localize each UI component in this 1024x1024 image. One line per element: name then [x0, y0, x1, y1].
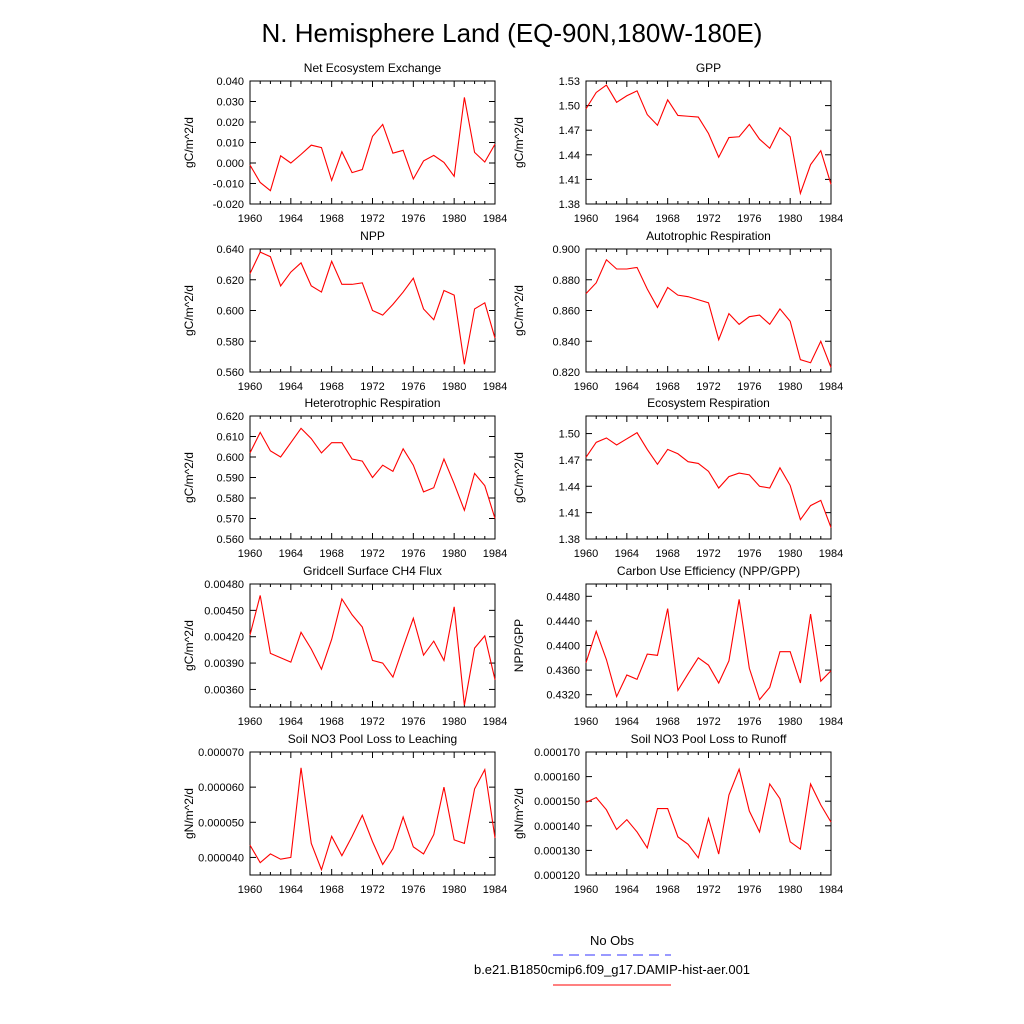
- x-tick-label: 1960: [573, 884, 599, 896]
- panel-title: NPP: [360, 229, 385, 243]
- y-tick-label: 0.00390: [204, 658, 244, 671]
- y-tick-label: 1.44: [558, 149, 580, 162]
- y-tick-label: 0.600: [216, 305, 244, 318]
- x-tick-label: 1984: [482, 716, 508, 728]
- x-tick-label: 1980: [441, 381, 467, 393]
- x-tick-label: 1976: [737, 548, 762, 560]
- y-tick-label: 1.53: [558, 76, 580, 88]
- panel-title: Autotrophic Respiration: [646, 229, 771, 243]
- y-axis-label: gC/m^2/d: [512, 117, 526, 168]
- chart-panel: [182, 61, 507, 225]
- y-tick-label: 0.4360: [546, 665, 580, 678]
- figure-title: N. Hemisphere Land (EQ-90N,180W-180E): [261, 18, 763, 48]
- y-tick-label: 0.610: [216, 431, 244, 444]
- y-axis-label: gN/m^2/d: [182, 788, 196, 839]
- x-tick-label: 1972: [360, 716, 385, 728]
- y-tick-label: 0.000120: [534, 870, 580, 882]
- x-tick-label: 1960: [573, 716, 599, 728]
- x-tick-label: 1976: [401, 716, 426, 728]
- x-tick-label: 1964: [614, 884, 640, 896]
- y-axis-label: gN/m^2/d: [512, 788, 526, 839]
- x-tick-label: 1968: [655, 213, 680, 225]
- y-tick-label: 0.580: [216, 336, 244, 349]
- y-axis-label: gC/m^2/d: [182, 285, 196, 336]
- y-tick-label: 0.000130: [534, 845, 580, 858]
- x-tick-label: 1984: [482, 381, 508, 393]
- y-tick-label: 0.840: [552, 336, 580, 349]
- x-tick-label: 1968: [319, 884, 344, 896]
- x-tick-label: 1968: [655, 716, 680, 728]
- y-tick-label: 0.030: [216, 96, 244, 109]
- x-tick-label: 1980: [441, 548, 467, 560]
- y-tick-label: 0.00450: [204, 605, 244, 618]
- plot-frame: [586, 81, 831, 204]
- x-tick-label: 1968: [319, 381, 344, 393]
- panel-title: Heterotrophic Respiration: [304, 396, 441, 410]
- y-tick-label: 0.860: [552, 305, 580, 318]
- plot-frame: [586, 752, 831, 875]
- chart-panel: [512, 564, 843, 728]
- x-tick-label: 1980: [777, 716, 803, 728]
- series-line: [586, 433, 831, 528]
- y-tick-label: 0.620: [216, 411, 244, 423]
- plot-frame: [250, 752, 495, 875]
- panel-title: Net Ecosystem Exchange: [303, 61, 442, 75]
- chart-panel: [512, 396, 843, 560]
- x-tick-label: 1972: [360, 884, 385, 896]
- x-tick-label: 1980: [777, 548, 803, 560]
- chart-panel: [512, 61, 843, 225]
- series-line: [586, 85, 831, 193]
- y-tick-label: 0.880: [552, 274, 580, 287]
- y-tick-label: 1.38: [558, 534, 580, 546]
- x-tick-label: 1972: [696, 884, 721, 896]
- y-tick-label: 1.50: [558, 428, 580, 441]
- x-tick-label: 1980: [777, 381, 803, 393]
- x-tick-label: 1976: [401, 884, 426, 896]
- x-tick-label: 1964: [614, 381, 640, 393]
- x-tick-label: 1964: [278, 381, 304, 393]
- y-tick-label: 0.000150: [534, 796, 580, 809]
- chart-panel: [182, 732, 507, 896]
- chart-panel: [512, 229, 843, 393]
- y-tick-label: 0.000140: [534, 820, 580, 833]
- y-tick-label: 1.41: [558, 174, 580, 187]
- chart-panel: [182, 396, 507, 560]
- y-tick-label: 0.590: [216, 472, 244, 485]
- y-tick-label: 0.000070: [198, 747, 244, 759]
- x-tick-label: 1976: [401, 548, 426, 560]
- panel-grid: [182, 61, 843, 896]
- panel-title: Soil NO3 Pool Loss to Runoff: [630, 732, 787, 746]
- y-tick-label: 0.4440: [546, 615, 580, 628]
- y-tick-label: 0.570: [216, 513, 244, 526]
- x-tick-label: 1972: [360, 213, 385, 225]
- y-tick-label: 0.000160: [534, 771, 580, 784]
- x-tick-label: 1984: [482, 884, 508, 896]
- y-tick-label: 0.4320: [546, 689, 580, 702]
- y-tick-label: 0.040: [216, 76, 244, 88]
- y-tick-label: 0.560: [216, 367, 244, 379]
- y-tick-label: 0.000: [216, 158, 244, 170]
- panel-title: GPP: [695, 61, 722, 75]
- x-tick-label: 1960: [237, 548, 263, 560]
- y-tick-label: 0.900: [552, 244, 580, 256]
- legend: [474, 933, 750, 985]
- y-axis-label: gC/m^2/d: [182, 620, 196, 671]
- y-axis-label: gC/m^2/d: [512, 285, 526, 336]
- x-tick-label: 1984: [482, 548, 508, 560]
- panel-title: Ecosystem Respiration: [647, 396, 770, 410]
- y-tick-label: 0.580: [216, 493, 244, 505]
- x-tick-label: 1976: [737, 381, 762, 393]
- y-tick-label: 1.47: [558, 125, 580, 138]
- x-tick-label: 1980: [777, 884, 803, 896]
- series-line: [586, 769, 831, 858]
- y-tick-label: 0.820: [552, 367, 580, 379]
- series-line: [250, 252, 495, 364]
- legend-obs-label: No Obs: [589, 933, 635, 948]
- y-tick-label: 0.000050: [198, 817, 244, 830]
- plot-frame: [586, 416, 831, 539]
- y-tick-label: 0.4400: [546, 640, 580, 653]
- panel-title: Soil NO3 Pool Loss to Leaching: [287, 732, 458, 746]
- y-tick-label: 0.020: [216, 117, 244, 129]
- x-tick-label: 1976: [401, 381, 426, 393]
- x-tick-label: 1964: [278, 884, 304, 896]
- x-tick-label: 1960: [573, 213, 599, 225]
- y-tick-label: 0.560: [216, 534, 244, 546]
- x-tick-label: 1980: [441, 716, 467, 728]
- y-tick-label: 0.4480: [546, 591, 580, 604]
- x-tick-label: 1976: [737, 213, 762, 225]
- series-line: [250, 97, 495, 190]
- x-tick-label: 1968: [655, 548, 680, 560]
- chart-panel: [182, 229, 507, 393]
- y-tick-label: 0.000040: [198, 852, 244, 865]
- y-tick-label: 1.50: [558, 100, 580, 113]
- x-tick-label: 1980: [441, 213, 467, 225]
- x-tick-label: 1968: [319, 548, 344, 560]
- x-tick-label: 1964: [614, 548, 640, 560]
- y-axis-label: gC/m^2/d: [182, 117, 196, 168]
- y-tick-label: 1.44: [558, 481, 580, 494]
- y-tick-label: 0.00360: [204, 684, 244, 697]
- plot-frame: [586, 584, 831, 707]
- y-tick-label: 1.41: [558, 507, 580, 520]
- x-tick-label: 1972: [360, 548, 385, 560]
- y-axis-label: NPP/GPP: [512, 618, 526, 673]
- x-tick-label: 1972: [696, 548, 721, 560]
- x-tick-label: 1984: [482, 213, 508, 225]
- y-axis-label: gC/m^2/d: [182, 452, 196, 503]
- x-tick-label: 1984: [818, 213, 844, 225]
- x-tick-label: 1976: [401, 213, 426, 225]
- series-line: [250, 595, 495, 705]
- x-tick-label: 1964: [278, 213, 304, 225]
- y-tick-label: -0.010: [212, 178, 244, 191]
- y-tick-label: 0.000060: [198, 782, 244, 795]
- x-tick-label: 1964: [278, 716, 304, 728]
- x-tick-label: 1968: [319, 716, 344, 728]
- x-tick-label: 1968: [655, 884, 680, 896]
- x-tick-label: 1984: [818, 884, 844, 896]
- y-tick-label: 1.38: [558, 199, 580, 211]
- x-tick-label: 1972: [696, 716, 721, 728]
- x-tick-label: 1984: [818, 716, 844, 728]
- x-tick-label: 1976: [737, 884, 762, 896]
- x-tick-label: 1960: [573, 548, 599, 560]
- y-axis-label: gC/m^2/d: [512, 452, 526, 503]
- y-tick-label: 0.00420: [204, 631, 244, 644]
- y-tick-label: -0.020: [212, 199, 244, 211]
- x-tick-label: 1984: [818, 381, 844, 393]
- y-tick-label: 0.600: [216, 452, 244, 464]
- x-tick-label: 1964: [614, 716, 640, 728]
- x-tick-label: 1960: [237, 716, 263, 728]
- panel-title: Carbon Use Efficiency (NPP/GPP): [616, 564, 801, 578]
- y-tick-label: 0.010: [216, 137, 244, 150]
- x-tick-label: 1984: [818, 548, 844, 560]
- x-tick-label: 1968: [655, 381, 680, 393]
- y-tick-label: 0.620: [216, 274, 244, 287]
- x-tick-label: 1960: [237, 213, 263, 225]
- x-tick-label: 1960: [237, 381, 263, 393]
- chart-panel: [182, 564, 507, 728]
- y-tick-label: 1.47: [558, 454, 580, 467]
- x-tick-label: 1972: [696, 381, 721, 393]
- plot-frame: [586, 249, 831, 372]
- y-tick-label: 0.640: [216, 244, 244, 256]
- series-line: [586, 599, 831, 699]
- y-tick-label: 0.00480: [204, 579, 244, 591]
- series-line: [250, 768, 495, 870]
- x-tick-label: 1980: [777, 213, 803, 225]
- series-line: [250, 428, 495, 518]
- panel-title: Gridcell Surface CH4 Flux: [303, 564, 442, 578]
- x-tick-label: 1972: [360, 381, 385, 393]
- x-tick-label: 1960: [573, 381, 599, 393]
- y-tick-label: 0.000170: [534, 747, 580, 759]
- x-tick-label: 1976: [737, 716, 762, 728]
- x-tick-label: 1972: [696, 213, 721, 225]
- series-line: [586, 260, 831, 368]
- x-tick-label: 1964: [278, 548, 304, 560]
- x-tick-label: 1960: [237, 884, 263, 896]
- x-tick-label: 1968: [319, 213, 344, 225]
- legend-model-label: b.e21.B1850cmip6.f09_g17.DAMIP-hist-aer.001: [473, 962, 751, 977]
- x-tick-label: 1980: [441, 884, 467, 896]
- chart-panel: [512, 732, 843, 896]
- x-tick-label: 1964: [614, 213, 640, 225]
